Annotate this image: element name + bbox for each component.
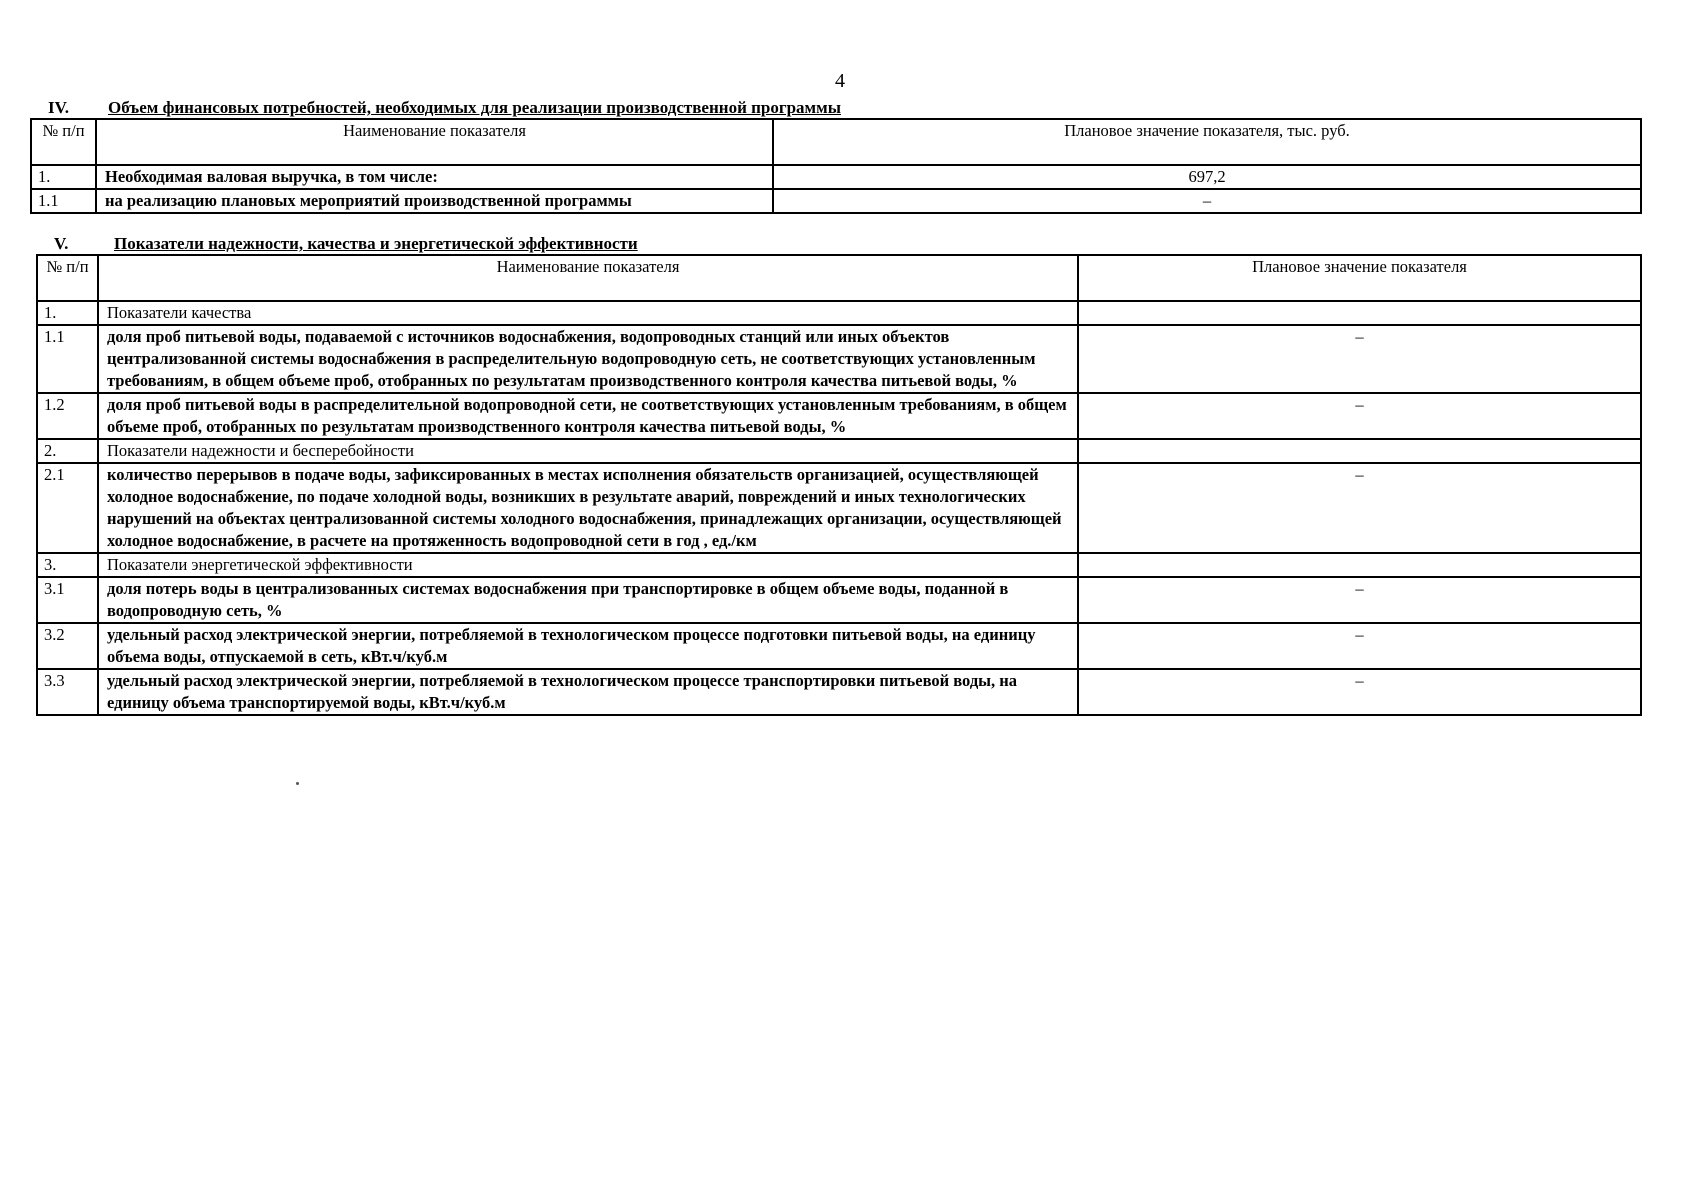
section-iv-number: IV. (48, 98, 69, 117)
row-num: 3.3 (37, 669, 98, 715)
row-value: – (1078, 623, 1641, 669)
header-value: Плановое значение показателя, тыс. руб. (773, 119, 1641, 165)
row-value: – (1078, 393, 1641, 439)
row-name: Показатели качества (98, 301, 1078, 325)
row-value: – (1078, 577, 1641, 623)
table-row (37, 623, 1641, 669)
row-value (1078, 301, 1641, 325)
row-num: 3.2 (37, 623, 98, 669)
section-v-heading (34, 234, 638, 254)
row-value (1078, 439, 1641, 463)
row-name: удельный расход электрической энергии, потребляемой в технологическом процессе подготовки питьевой воды, на единицу объема воды, отпускаемой в сеть, кВт.ч/куб.м (98, 623, 1078, 669)
row-num: 1.1 (37, 325, 98, 393)
row-name: Необходимая валовая выручка, в том числе: (96, 165, 773, 189)
table-row (37, 393, 1641, 439)
table-row (37, 463, 1641, 553)
header-name: Наименование показателя (96, 119, 773, 165)
financial-needs-table (30, 118, 1642, 214)
row-name: Показатели надежности и бесперебойности (98, 439, 1078, 463)
table-row (37, 325, 1641, 393)
header-num: № п/п (37, 255, 98, 301)
row-name: доля потерь воды в централизованных системах водоснабжения при транспортировке в общем объеме воды, поданной в водопроводную сеть, % (98, 577, 1078, 623)
reliability-quality-table (36, 254, 1642, 716)
row-value: 697,2 (773, 165, 1641, 189)
table-row (31, 165, 1641, 189)
row-num: 1. (37, 301, 98, 325)
row-value: – (1078, 463, 1641, 553)
row-name: доля проб питьевой воды в распределительной водопроводной сети, не соответствующих установленным требованиям, в общем объеме проб, отобранных по результатам производственного контроля качества питьевой воды, % (98, 393, 1078, 439)
section-iv-heading (28, 98, 841, 118)
section-v-title: Показатели надежности, качества и энергетической эффективности (114, 234, 638, 253)
header-name: Наименование показателя (98, 255, 1078, 301)
scan-speck (296, 782, 299, 785)
header-value: Плановое значение показателя (1078, 255, 1641, 301)
row-num: 3. (37, 553, 98, 577)
row-num: 2.1 (37, 463, 98, 553)
row-num: 3.1 (37, 577, 98, 623)
header-num: № п/п (31, 119, 96, 165)
table-row (37, 577, 1641, 623)
section-iv-title: Объем финансовых потребностей, необходимых для реализации производственной программы (108, 98, 841, 117)
row-num: 1.2 (37, 393, 98, 439)
row-value: – (1078, 669, 1641, 715)
row-value: – (773, 189, 1641, 213)
row-value: – (1078, 325, 1641, 393)
row-name: Показатели энергетической эффективности (98, 553, 1078, 577)
row-name: удельный расход электрической энергии, потребляемой в технологическом процессе транспортировки питьевой воды, на единицу объема транспортируемой воды, кВт.ч/куб.м (98, 669, 1078, 715)
table-row (37, 301, 1641, 325)
table-row (37, 669, 1641, 715)
table-header-row (31, 119, 1641, 165)
table-header-row (37, 255, 1641, 301)
row-name: количество перерывов в подаче воды, зафиксированных в местах исполнения обязательств организацией, осуществляющей холодное водоснабжение, по подаче холодной воды, возникших в результате аварий, повреждений и иных технологических нарушений на объектах централизованной системы холодного водоснабжения, принадлежащих организации, осуществляющей холодное водоснабжение, в расчете на протяженность водопроводной сети в год , ед./км (98, 463, 1078, 553)
row-num: 1.1 (31, 189, 96, 213)
row-name: на реализацию плановых мероприятий производственной программы (96, 189, 773, 213)
table-row (37, 439, 1641, 463)
section-v-number: V. (54, 234, 69, 253)
row-num: 1. (31, 165, 96, 189)
row-value (1078, 553, 1641, 577)
row-num: 2. (37, 439, 98, 463)
table-row (31, 189, 1641, 213)
row-name: доля проб питьевой воды, подаваемой с источников водоснабжения, водопроводных станций или иных объектов централизованной системы водоснабжения в распределительную водопроводную сеть, не соответствующих установленным требованиям, в общем объеме проб, отобранных по результатам производственного контроля качества питьевой воды, % (98, 325, 1078, 393)
page-number: 4 (835, 70, 845, 92)
table-row (37, 553, 1641, 577)
